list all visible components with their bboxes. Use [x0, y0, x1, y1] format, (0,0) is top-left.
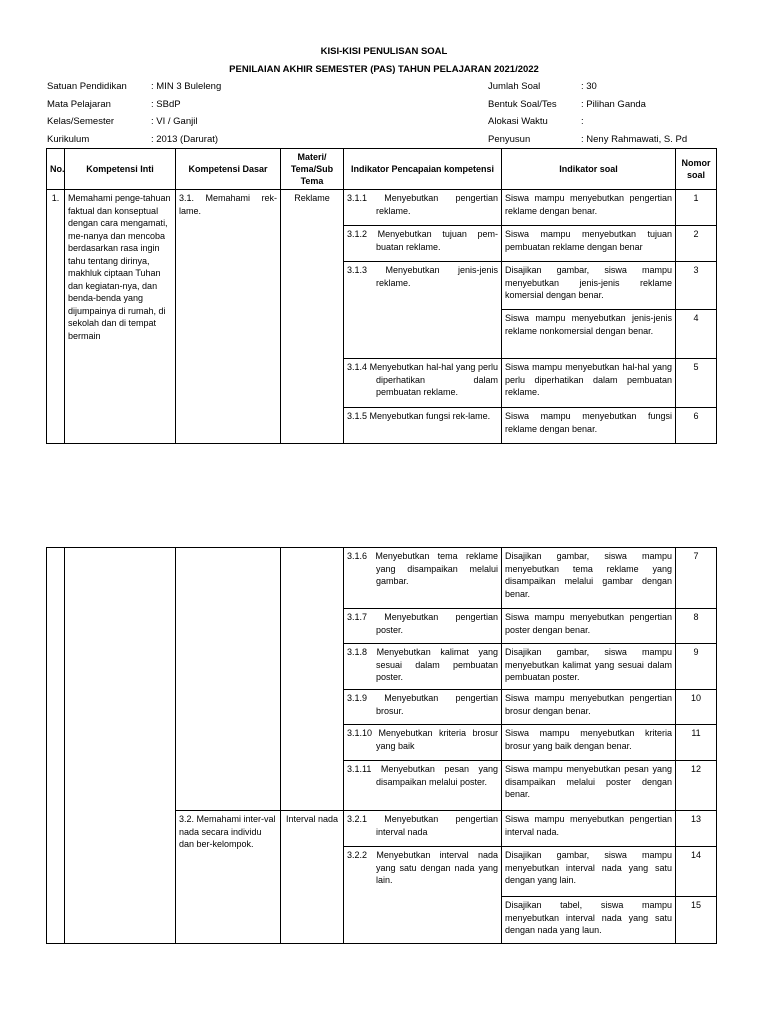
- table-row: [47, 190, 717, 226]
- info-value: : MIN 3 Buleleng: [151, 81, 222, 92]
- nomor-soal: 15: [676, 897, 717, 944]
- indikator-soal: Siswa mampu menyebutkan pesan yang disampaikan melalui poster dengan benar.: [502, 761, 676, 811]
- indikator-pencapaian: 3.1.11 Menyebutkan pesan yang disampaikan melalui poster.: [344, 761, 502, 811]
- indikator-soal: Disajikan tabel, siswa mampu menyebutkan interval nada yang satu dengan nada yang laun.: [502, 897, 676, 944]
- nomor-soal: 5: [676, 359, 717, 408]
- indikator-soal: Siswa mampu menyebutkan fungsi reklame dengan benar.: [502, 408, 676, 444]
- info-value: : Neny Rahmawati, S. Pd: [581, 133, 688, 145]
- info-label: Alokasi Waktu: [488, 116, 548, 127]
- kompetensi-dasar-cont: [176, 548, 281, 811]
- materi: Reklame: [281, 190, 344, 444]
- info-label: Mata Pelajaran: [47, 98, 111, 110]
- indikator-pencapaian: 3.1.2 Menyebutkan tujuan pem-buatan reklame.: [344, 226, 502, 262]
- nomor-soal: 4: [676, 310, 717, 359]
- info-value: : 2013 (Darurat): [151, 133, 219, 145]
- kisi-table-page2: [46, 547, 717, 944]
- indikator-soal: Siswa mampu menyebutkan pengertian interval nada.: [502, 811, 676, 847]
- indikator-soal: Siswa mampu menyebutkan jenis-jenis reklame nonkomersial dengan benar.: [502, 310, 676, 359]
- indikator-pencapaian: 3.1.4 Menyebutkan hal-hal yang perlu diperhatikan dalam pembuatan reklame.: [344, 359, 502, 408]
- indikator-soal: Siswa mampu menyebutkan pengertian brosur dengan benar.: [502, 690, 676, 725]
- nomor-soal: 14: [676, 847, 717, 897]
- indikator-soal: Siswa mampu menyebutkan pengertian poster dengan benar.: [502, 609, 676, 644]
- indikator-pencapaian: 3.2.2 Menyebutkan interval nada yang satu dengan nada yang lain.: [344, 847, 502, 944]
- kompetensi-dasar: 3.2. Memahami inter-val nada secara individu dan ber-kelompok.: [176, 811, 281, 944]
- kisi-table-page1: [46, 148, 717, 444]
- col-header: Kompetensi Dasar: [176, 149, 281, 190]
- indikator-soal: Siswa mampu menyebutkan pengertian reklame dengan benar.: [502, 190, 676, 226]
- indikator-soal: Siswa mampu menyebutkan kriteria brosur yang baik dengan benar.: [502, 725, 676, 761]
- nomor-soal: 6: [676, 408, 717, 444]
- nomor-soal: 11: [676, 725, 717, 761]
- materi: Interval nada: [281, 811, 344, 944]
- nomor-soal: 9: [676, 644, 717, 690]
- indikator-pencapaian: 3.1.10 Menyebutkan kriteria brosur yang baik: [344, 725, 502, 761]
- info-value: :: [581, 116, 584, 127]
- nomor-soal: 3: [676, 262, 717, 310]
- indikator-pencapaian: 3.1.1 Menyebutkan pengertian reklame.: [344, 190, 502, 226]
- indikator-pencapaian: 3.1.8 Menyebutkan kalimat yang sesuai dalam pembuatan poster.: [344, 644, 502, 690]
- indikator-soal: Disajikan gambar, siswa mampu menyebutkan tema reklame yang disampaikan melalui gambar dengan benar.: [502, 548, 676, 609]
- indikator-pencapaian: 3.1.6 Menyebutkan tema reklame yang disampaikan melalui gambar.: [344, 548, 502, 609]
- doc-title: KISI-KISI PENULISAN SOAL: [320, 46, 448, 57]
- indikator-soal: Disajikan gambar, siswa mampu menyebutkan interval nada yang satu dengan yang lain.: [502, 847, 676, 897]
- col-header: Indikator soal: [502, 149, 676, 190]
- col-header: Nomor soal: [676, 149, 717, 190]
- nomor-soal: 10: [676, 690, 717, 725]
- nomor-soal: 13: [676, 811, 717, 847]
- indikator-soal: Siswa mampu menyebutkan tujuan pembuatan reklame dengan benar: [502, 226, 676, 262]
- nomor-soal: 2: [676, 226, 717, 262]
- col-header: Indikator Pencapaian kompetensi: [344, 149, 502, 190]
- info-value: : SBdP: [151, 98, 181, 110]
- indikator-soal: Disajikan gambar, siswa mampu menyebutkan kalimat yang sesuai dalam pembuatan poster.: [502, 644, 676, 690]
- indikator-pencapaian: 3.1.3 Menyebutkan jenis-jenis reklame.: [344, 262, 502, 359]
- info-label: Jumlah Soal: [488, 81, 541, 92]
- materi-cont: [281, 548, 344, 811]
- table-row: [47, 548, 717, 609]
- doc-subtitle: PENILAIAN AKHIR SEMESTER (PAS) TAHUN PELAJARAN 2021/2022: [229, 64, 539, 75]
- kompetensi-inti: Memahami penge-tahuan faktual dan konseptual dengan cara mengamati, me-nanya dan mencoba berdasarkan rasa ingin tahu tentang dirinya, makhluk ciptaan Tuhan dan kegiatan-nya, dan benda-benda yang dijumpainya di rumah, di sekolah dan di tempat bermain: [65, 190, 176, 444]
- info-label: Satuan Pendidikan: [47, 81, 127, 92]
- kompetensi-dasar: 3.1. Memahami rek-lame.: [176, 190, 281, 444]
- col-header: Kompetensi Inti: [65, 149, 176, 190]
- table-header-row: [47, 149, 717, 190]
- nomor-soal: 1: [676, 190, 717, 226]
- info-label: Kelas/Semester: [47, 116, 115, 127]
- col-header: No.: [47, 149, 65, 190]
- info-label: Bentuk Soal/Tes: [488, 98, 557, 110]
- indikator-pencapaian: 3.1.5 Menyebutkan fungsi rek-lame.: [344, 408, 502, 444]
- indikator-soal: Siswa mampu menyebutkan hal-hal yang perlu diperhatikan dalam pembuatan reklame.: [502, 359, 676, 408]
- col-header: Materi/ Tema/Sub Tema: [281, 149, 344, 190]
- info-label: Penyusun: [488, 133, 531, 145]
- nomor-soal: 8: [676, 609, 717, 644]
- info-value: : 30: [581, 81, 597, 92]
- kompetensi-inti-cont: [65, 548, 176, 944]
- indikator-pencapaian: 3.2.1 Menyebutkan pengertian interval nada: [344, 811, 502, 847]
- info-value: : VI / Ganjil: [151, 116, 198, 127]
- info-label: Kurikulum: [47, 133, 90, 145]
- indikator-pencapaian: 3.1.7 Menyebutkan pengertian poster.: [344, 609, 502, 644]
- info-value: : Pilihan Ganda: [581, 98, 646, 110]
- nomor-soal: 7: [676, 548, 717, 609]
- row-number-cont: [47, 548, 65, 944]
- row-number: 1.: [47, 190, 65, 444]
- indikator-pencapaian: 3.1.9 Menyebutkan pengertian brosur.: [344, 690, 502, 725]
- nomor-soal: 12: [676, 761, 717, 811]
- indikator-soal: Disajikan gambar, siswa mampu menyebutkan jenis-jenis reklame komersial dengan benar.: [502, 262, 676, 310]
